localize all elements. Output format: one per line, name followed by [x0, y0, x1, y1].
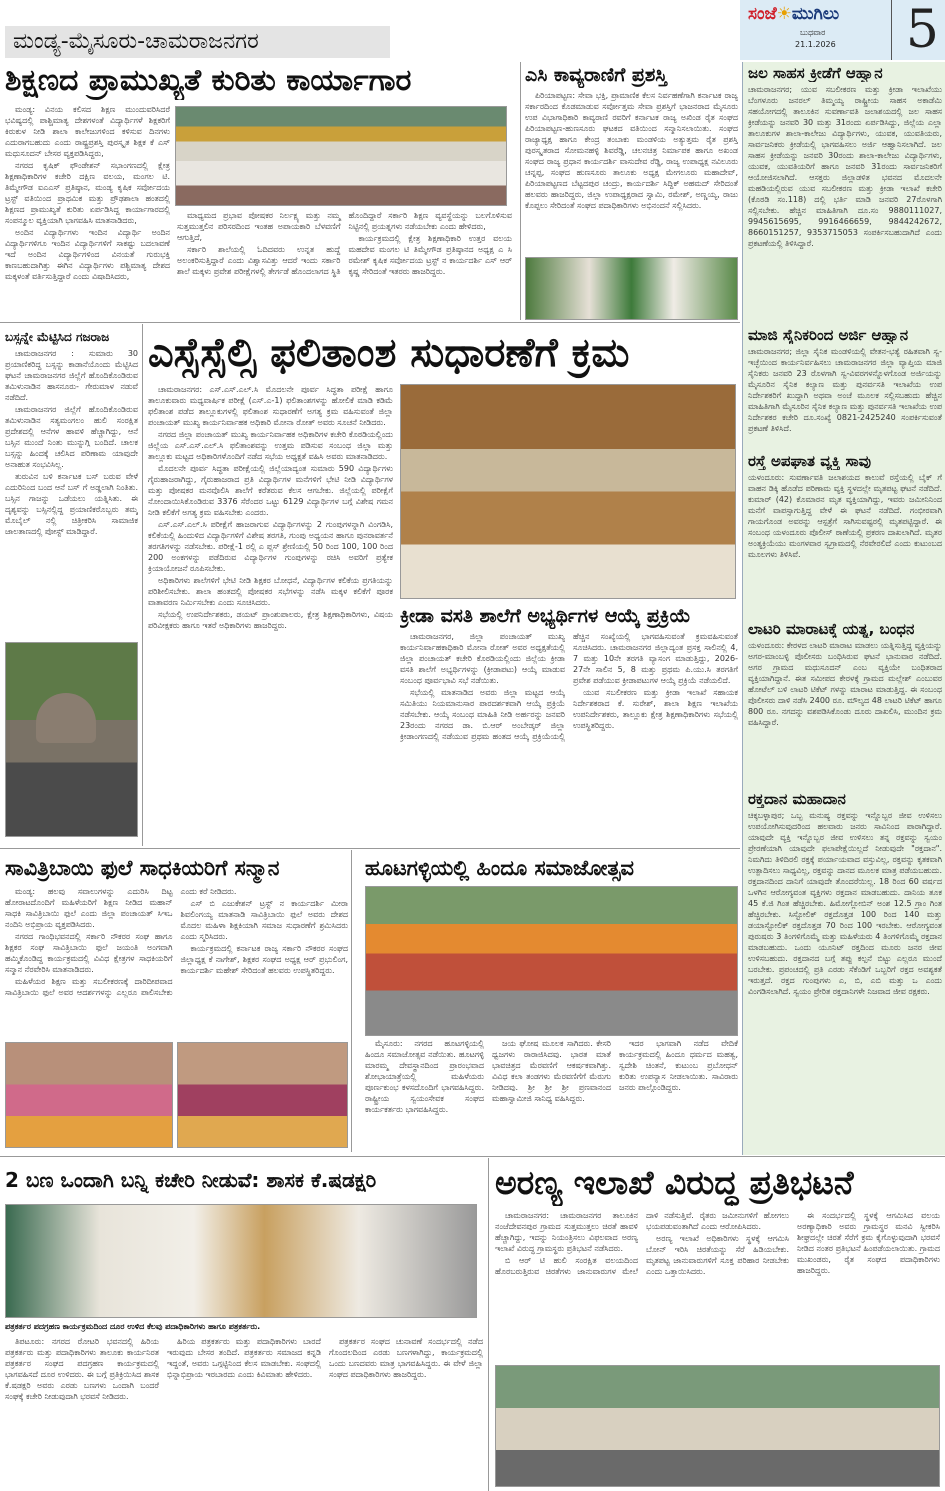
paragraph: ಮೊದಲನೇ ಪೂರ್ವ ಸಿದ್ಧತಾ ಪರೀಕ್ಷೆಯಲ್ಲಿ ಜಿಲ್ಲೆಯಾದ್ಯಂತ ಸುಮಾರು 590 ವಿದ್ಯಾರ್ಥಿಗಳು ಗೈರುಹಾಜರಾಗಿದ್ದು, ಗೈರುಹಾಜರಾದ ಪ್ರತಿ ವಿದ್ಯಾರ್ಥಿಗಳ ಮನೆಗಳಿಗೆ ಭೇಟಿ ನೀಡಿ ವಿದ್ಯಾರ್ಥಿಗಳ ಮತ್ತು ಪೋಷಕರ ಮನವೊಲಿಸಿ ಶಾಲೆಗೆ ಕರೆತರುವ ಕೆಲಸ ಆಗಬೇಕು. ಜಿಲ್ಲೆಯಲ್ಲಿ ಪರೀಕ್ಷೆಗೆ ನೋಂದಾಯಿಸಿಕೊಂಡಿರುವ 3376 ಸೆರೆಂದರ ಒಟ್ಟು 6129 ವಿದ್ಯಾರ್ಥಿಗಳ ಬಗ್ಗೆ ವಿಶೇಷ ಗಮನ ನೀಡಿ ಕಲಿಕೆಗೆ ಅಗತ್ಯ ಕ್ರಮ ವಹಿಸಬೇಕು ಎಂದರು.	[148, 464, 393, 517]
protest-photo	[495, 1365, 940, 1487]
paragraph: ಬಿ ಆರ್ ಟಿ ಹುಲಿ ಸಂರಕ್ಷಿತ ವಲಯದಿಂದ ಹೊರಬರುತ್ತಿರುವ ಚಿರತೆಗಳು ಜಾನುವಾರುಗಳ ಮೇಲೆ ದಾಳಿ ನಡೆಸುತ್ತಿವೆ. ರೈತರು ಜಮೀನುಗಳಿಗೆ ಹೋಗಲು ಭಯಪಡುವಂತಾಗಿದೆ ಎಂದು ಆರೋಪಿಸಿದರು.	[495, 1211, 789, 1276]
paragraph: ಮಂಡ್ಯ: ವಿನಯ ಕಲಿಸದ ಶಿಕ್ಷಣ ಮುಂದುವರಿಸಿದರೆ ಭವಿಷ್ಯದಲ್ಲಿ ಪಾಶ್ಚಿಮಾತ್ಯ ದೇಶಗಳಂತೆ ವಿದ್ಯಾರ್ಥಿಗಳೆ ಶಿಕ್ಷಕರಿಗೆ ಕಿರುಕುಳ ನೀಡಿ ಶಾಲಾ ಕಾಲೇಜುಗಳಿಂದ ಕಳಿಸುವ ದಿನಗಳು ಎದುರಾಗಬಹುದು ಎಂದು ರಾಷ್ಟ್ರಪ್ರಶಸ್ತಿ ಪುರಸ್ಕೃತ ಶಿಕ್ಷಕ ಕೆ ಎಸ್ ಮಧುಸೂದನ್ ಬೇಸರ ವ್ಯಕ್ತಪಡಿಸಿದ್ದರು,	[5, 105, 170, 158]
article-body	[5, 886, 348, 1038]
brief-text: ಚಾಮರಾಜನಗರ; ಜಿಲ್ಲಾ ಸೈನಿಕ ಮಂಡಳಿಯಲ್ಲಿ ವೇತನ-ಭತ್ಯೆ ರಹಿತವಾಗಿ ಸ್ವ-ಇಚ್ಛೆಯಿಂದ ಕಾರ್ಯನಿರ್ವಹಿಸಲು ಚಾಮರಾಜನಗರ ಜಿಲ್ಲಾ ವ್ಯಾಪ್ತಿಯ ಮಾಜಿ ಸೈನಿಕರು ಜನವರಿ 23 ರೊಳಗಾಗಿ ಸ್ವ-ವಿವರಗಳನ್ನೊಳಗೊಂಡ ಅರ್ಜಿಯನ್ನು ಮೈಸೂರಿನ ಸೈನಿಕ ಕಲ್ಯಾಣ ಮತ್ತು ಪುನರ್ವಸತಿ ಇಲಾಖೆಯ ಉಪ ನಿರ್ದೇಶಕರಿಗೆ ಖುದ್ದಾಗಿ ಅಥವಾ ಅಂಚೆ ಮೂಲಕ ಸಲ್ಲಿಸಬಹುದು ಹೆಚ್ಚಿನ ಮಾಹಿತಿಗಾಗಿ ಮೈಸೂರಿನ ಸೈನಿಕ ಕಲ್ಯಾಣ ಮತ್ತು ಪುನರ್ವಸತಿ ಇಲಾಖೆಯ ಉಪ ನಿರ್ದೇಶಕರ ಕಚೇರಿ ದೂ.ಸಂಖ್ಯೆ 0821-2425240 ಸಂಪರ್ಕಿಸುವಂತೆ ಪ್ರಕಟಣೆ ತಿಳಿಸಿದೆ.	[748, 347, 942, 433]
headline: ಹೂಟಗಳ್ಳಿಯಲ್ಲಿ ಹಿಂದೂ ಸಮಾಜೋತ್ಸವ	[365, 856, 635, 880]
paragraph: ಮಹಿಳೆಯರ ಶಿಕ್ಷಣ ಮತ್ತು ಸಬಲೀಕರಣಕ್ಕೆ ದಾರಿದೀಪವಾದ ಸಾವಿತ್ರಿಬಾಯಿ ಫುಲೆ ಅವರ ಆದರ್ಶಗಳನ್ನು ಎಲ್ಲರೂ ಪಾಲಿಸಬೇಕು ಎಂದು ಕರೆ ನೀಡಿದರು.	[5, 887, 237, 997]
article-award	[525, 62, 738, 320]
paragraph: ಪತ್ರಕರ್ತರ ಸಂಘದ ಚುನಾವಣೆ ಸಂದರ್ಭದಲ್ಲಿ ನಡೆದ ಗೊಂದಲದಿಂದ ಎರಡು ಬಣಗಳಾಗಿದ್ದು, ಕಾರ್ಯಕ್ರಮದಲ್ಲಿ ಒಂದು ಬಣದವರು ಮಾತ್ರ ಭಾಗವಹಿಸಿದ್ದರು. ಈ ವೇಳೆ ಜಿಲ್ಲಾ ಸಂಘದ ಪದಾಧಿಕಾರಿಗಳು ಹಾಜರಿದ್ದರು.	[329, 1337, 483, 1379]
brief-headline: ಜಲ ಸಾಹಸ ಕ್ರೀಡೆಗೆ ಆಹ್ವಾನ	[748, 64, 883, 82]
paragraph: ಈ ಸಂದರ್ಭದಲ್ಲಿ ಸ್ಥಳಕ್ಕೆ ಆಗಮಿಸಿದ ವಲಯ ಅರಣ್ಯಾಧಿಕಾರಿ ಅವರು ಗ್ರಾಮಸ್ಥರ ಮನವಿ ಸ್ವೀಕರಿಸಿ ಶೀಘ್ರದಲ್ಲೇ ಚಿರತೆ ಸೆರೆಗೆ ಕ್ರಮ ಕೈಗೊಳ್ಳುವುದಾಗಿ ಭರವಸೆ ನೀಡಿದ ನಂತರ ಪ್ರತಿಭಟನೆ ಹಿಂಪಡೆಯಲಾಯಿತು. ಗ್ರಾಮದ ಮುಖಂಡರು, ರೈತ ಸಂಘದ ಪದಾಧಿಕಾರಿಗಳು ಹಾಜರಿದ್ದರು.	[797, 1211, 940, 1275]
paragraph: ಎಸ್.ಎಸ್.ಎಲ್.ಸಿ ಪರೀಕ್ಷೆಗೆ ಹಾಜರಾಗುವ ವಿದ್ಯಾರ್ಥಿಗಳನ್ನು 2 ಗುಂಪುಗಳನ್ನಾಗಿ ವಿಂಗಡಿಸಿ, ಕಲಿಕೆಯಲ್ಲಿ ಹಿಂದುಳಿದ ವಿದ್ಯಾರ್ಥಿಗಳಿಗೆ ವಿಶೇಷ ತರಗತಿ, ಗುಂಪು ಅಧ್ಯಯನ ಹಾಗೂ ಪುನರಾವರ್ತನೆ ತರಗತಿಗಳನ್ನು ನಡೆಸಬೇಕು. ಪರೀಕ್ಷೆ-1 ರಲ್ಲಿ ಎ ಪ್ಲಸ್ ಶ್ರೇಣಿಯಲ್ಲಿ 50 ರಿಂದ 100, 100 ರಿಂದ 200 ಅಂಕಗಳನ್ನು ಪಡೆದಿರುವ ವಿದ್ಯಾರ್ಥಿಗಳ ಗುಂಪುಗಳನ್ನು ರಚಿಸಿ ಅವರಿಗೆ ಪ್ರತ್ಯೇಕ ಕ್ರಿಯಾಯೋಜನೆ ರೂಪಿಸಬೇಕು.	[148, 520, 393, 573]
brief-headline: ರಕ್ತದಾನ ಮಹಾದಾನ	[748, 790, 846, 808]
paragraph: ಚಾಮರಾಜನಗರ: ಎಸ್.ಎಸ್.ಎಲ್.ಸಿ ಮೊದಲನೇ ಪೂರ್ವ ಸಿದ್ಧತಾ ಪರೀಕ್ಷೆ ಹಾಗೂ ತಾಲೂಕುವಾರು ಮಧ್ಯವಾರ್ಷಿಕ ಪರೀಕ್ಷೆ (ಎಸ್.ಎ-1) ಫಲಿತಾಂಶಗಳನ್ನು ಹೋಲಿಕೆ ಮಾಡಿ ಕಡಿಮೆ ಫಲಿತಾಂಶ ಪಡೆದ ತಾಲ್ಲೂಕುಗಳಲ್ಲಿ ಫಲಿತಾಂಶ ಸುಧಾರಣೆಗೆ ಅಗತ್ಯ ಕ್ರಮ ವಹಿಸುವಂತೆ ಜಿಲ್ಲಾ ಪಂಚಾಯತ್ ಮುಖ್ಯ ಕಾರ್ಯನಿರ್ವಾಹಕ ಅಧಿಕಾರಿ ಮೋನಾ ರೋತ್ ಅವರು ಸೂಚನೆ ನೀಡಿದರು.	[148, 385, 393, 427]
article-body	[400, 631, 738, 845]
felicitation-photo-1	[5, 1042, 173, 1148]
headline: ಅರಣ್ಯ ಇಲಾಖೆ ವಿರುದ್ಧ ಪ್ರತಿಭಟನೆ	[495, 1163, 854, 1202]
paragraph: ಪಿರಿಯಾಪಟ್ಟಣ: ಸೇವಾ ಭಕ್ತಿ, ಪ್ರಾಮಾಣಿಕ ಕೆಲಸ ನಿರ್ವಹಣೆಗಾಗಿ ಕರ್ನಾಟಕ ರಾಜ್ಯ ಸರ್ಕಾರದಿಂದ ಕೊಡಮಾಡುವ ಸರ್ವೋತ್ತಮ ಸೇವಾ ಪ್ರಶಸ್ತಿಗೆ ಭಾಜನರಾದ ಮೈಸೂರು ಉಪ ವಿಭಾಗಾಧಿಕಾರಿ ಕಾವ್ಯರಾಣಿ ರವರಿಗೆ ಕರ್ನಾಟಕ ರಾಜ್ಯ ಅಖಿಂಡ ರೈತ ಸಂಘದ ಪಿರಿಯಾಪಟ್ಟಣ-ಹುಣಸೂರು ಘಟಕದ ವತಿಯಿಂದ ಸನ್ಮಾನಿಸಲಾಯಿತು. ಸಂಘದ ರಾಜ್ಯಾಧ್ಯಕ್ಷ ಹಾಗೂ ಕೇಂದ್ರ ತಂಬಾಕು ಮಂಡಳಿಯ ಅತ್ಯುತ್ತಮ ರೈತ ಪ್ರಶಸ್ತಿ ಪುರಸ್ಕೃತರಾದ ಸೋಮನಹಳ್ಳಿ ಶಿವರೆಡ್ಡಿ, ಚಲನಚಿತ್ರ ನಿರ್ಮಾಪಕ ಹಾಗೂ ಅಖಂಡ ಸಂಘದ ರಾಜ್ಯ ಪ್ರಧಾನ ಕಾರ್ಯದರ್ಶಿ ವಾಸುದೇವ ರೆಡ್ಡಿ, ರಾಜ್ಯ ಉಪಾಧ್ಯಕ್ಷ ನವಿಲೂರು ಚನ್ನಪ್ಪ, ಸಂಘದ ಹುಣಸೂರು ತಾಲೂಕು ಅಧ್ಯಕ್ಷ ಮೇಗಲೂರು ಮಹಾದೇವ್, ಪಿರಿಯಾಪಟ್ಟಣದ ಬೆಟ್ಟದಪುರ ಚಂದ್ರು, ಕಾರ್ಯದರ್ಶಿ ಸಿದ್ದಿಕ್ ಅಹಮದ್ ಸೇರಿದಂತೆ ಹಲವರು ಹಾಜರಿದ್ದರು, ಜಿಲ್ಲಾ ಉಪಾಧ್ಯಕ್ಷರಾದ ಸ್ವಾಮಿ, ರಮೇಶ್, ಅಣ್ಣಯ್ಯ, ರಾಜು ಕೊಪ್ಪಲು ಸೇರಿದಂತೆ ಸಂಘದ ಪದಾಧಿಕಾರಿಗಳು ಅಭಿನಂದನೆ ಸಲ್ಲಿಸಿದರು.	[525, 91, 738, 210]
paragraph: ಎಸ್ ಬಿ ಎಜುಕೇಶನ್ ಟ್ರಸ್ಟ್ ನ ಕಾರ್ಯದರ್ಶಿ ಮೀರಾ ಶಿವಲಿಂಗಯ್ಯ ಮಾತನಾಡಿ ಸಾವಿತ್ರಿಬಾಯಿ ಫುಲೆ ಅವರು ದೇಶದ ಮೊದಲ ಮಹಿಳಾ ಶಿಕ್ಷಕಿಯಾಗಿ ಸಮಾಜ ಸುಧಾರಣೆಗೆ ಶ್ರಮಿಸಿದರು ಎಂದು ಸ್ಮರಿಸಿದರು.	[180, 899, 348, 941]
elephant-icon	[36, 693, 96, 743]
paragraph: ನಗರದ ಕೃಷಿಕ್ ಫೌಂಡೇಶನ್ ಸಭಾಂಗಣದಲ್ಲಿ ಕ್ಷೇತ್ರ ಶಿಕ್ಷಣಾಧಿಕಾರಿಗಳ ಕಚೇರಿ ದಕ್ಷಿಣ ವಲಯ, ಮಂಗಲ ಟಿ. ತಿಮ್ಮೇಗೌಡ ಐಎಎಸ್ ಪ್ರತಿಷ್ಠಾನ, ಮಂಡ್ಯ ಕೃಷಿಕ ಸರ್ವೋದಯ ಟ್ರಸ್ಟ್ ವತಿಯಿಂದ ಪ್ರಾಥಮಿಕ ಮತ್ತು ಪ್ರೌಢಶಾಲಾ ಹಂತದಲ್ಲಿ ಶಿಕ್ಷಣದ ಪ್ರಾಮುಖ್ಯತೆ ಕುರಿತು ಏರ್ಪಡಿಸಿದ್ದ ಕಾರ್ಯಾಗಾರದಲ್ಲಿ ಸಂಪನ್ಮೂಲ ವ್ಯಕ್ತಿಯಾಗಿ ಭಾಗವಹಿಸಿ ಮಾತನಾಡಿದರು,	[5, 161, 170, 225]
paragraph: ಯುವ ಸಬಲೀಕರಣ ಮತ್ತು ಕ್ರೀಡಾ ಇಲಾಖೆ ಸಹಾಯಕ ನಿರ್ದೇಶಕರಾದ ಕೆ. ಸುರೇಶ್, ಶಾಲಾ ಶಿಕ್ಷಣ ಇಲಾಖೆಯ ಉಪನಿರ್ದೇಶಕರು, ತಾಲ್ಲೂಕು ಕ್ಷೇತ್ರ ಶಿಕ್ಷಣಾಧಿಕಾರಿಗಳು ಸಭೆಯಲ್ಲಿ ಉಪಸ್ಥಿತರಿದ್ದರು.	[573, 688, 738, 730]
article-sports-hostel	[400, 603, 738, 845]
newspaper-logo	[748, 4, 839, 24]
paragraph: ಕಾರ್ಯಕ್ರಮದಲ್ಲಿ ಕ್ಷೇತ್ರ ಶಿಕ್ಷಣಾಧಿಕಾರಿ ಉತ್ತರ ವಲಯ ಮಹದೇವ ಮಂಗಲ ಟಿ ತಿಮ್ಮೇಗೌಡ ಪ್ರತಿಷ್ಠಾನದ ಅಧ್ಯಕ್ಷ ಎ ಸಿ ರಮೇಶ್ ಕೃಷಿಕ ಸರ್ವೋದಯ ಟ್ರಸ್ಟ್ ನ ಕಾರ್ಯದರ್ಶಿ ಎಸ್ ಆರ್ ಕೃಷ್ಣ ಸೇರಿದಂತೆ ಇತರರು ಹಾಜರಿದ್ದರು.	[348, 234, 512, 276]
article-body	[148, 384, 393, 844]
paragraph: ಕಾರ್ಯಕ್ರಮದಲ್ಲಿ ಕರ್ನಾಟಕ ರಾಜ್ಯ ಸರ್ಕಾರಿ ನೌಕರರ ಸಂಘದ ಜಿಲ್ಲಾಧ್ಯಕ್ಷ ಕೆ ನಾಗೇಶ್, ಶಿಕ್ಷಕರ ಸಂಘದ ಅಧ್ಯಕ್ಷ ಆರ್ ಪ್ರಭುಲಿಂಗ, ಕಾರ್ಯದರ್ಶಿ ಮಹೇಶ್ ಸೇರಿದಂತೆ ಹಲವರು ಉಪಸ್ಥಿತರಿದ್ದರು.	[180, 944, 348, 975]
headline: ಶಿಕ್ಷಣದ ಪ್ರಾಮುಖ್ಯತೆ ಕುರಿತು ಕಾರ್ಯಾಗಾರ	[5, 63, 412, 98]
article-forest-protest	[495, 1160, 940, 1488]
headline: ಸಾವಿತ್ರಿಬಾಯಿ ಫುಲೆ ಸಾಧಕಿಯರಿಗೆ ಸನ್ಮಾನ	[5, 856, 280, 880]
paragraph: ನಗರದ ಗಾಂಧಿಭವನದಲ್ಲಿ ಸರ್ಕಾರಿ ನೌಕರರ ಸಂಘ ಹಾಗೂ ಶಿಕ್ಷಕರ ಸಂಘ ಸಾವಿತ್ರಿಬಾಯಿ ಫುಲೆ ಜಯಂತಿ ಅಂಗವಾಗಿ ಹಮ್ಮಿಕೊಂಡಿದ್ದ ಕಾರ್ಯಕ್ರಮದಲ್ಲಿ ವಿವಿಧ ಕ್ಷೇತ್ರಗಳ ಸಾಧಕಿಯರಿಗೆ ಸನ್ಮಾನ ನೆರವೇರಿಸಿ ಮಾತನಾಡಿದರು.	[5, 932, 173, 974]
article-body	[495, 1210, 940, 1362]
paragraph: ಸಭೆಯಲ್ಲಿ ಮಾತನಾಡಿದ ಅವರು ಜಿಲ್ಲಾ ಮಟ್ಟದ ಆಯ್ಕೆ ಸಮಿತಿಯು ನಿಯಮಾನುಸಾರ ಪಾರದರ್ಶಕವಾಗಿ ಆಯ್ಕೆ ಪ್ರಕ್ರಿಯೆ ನಡೆಸಬೇಕು. ಆಯ್ಕೆ ಸಂಬಂಧ ಮಾಹಿತಿ ನೀಡಿ ಅರ್ಹರನ್ನು ಜನವರಿ 23ರಂದು ನಗರದ ಡಾ. ಬಿ.ಆರ್ ಅಂಬೇಡ್ಕರ್ ಜಿಲ್ಲಾ ಕ್ರೀಡಾಂಗಣದಲ್ಲಿ ನಡೆಯುವ ಪ್ರಥಮ ಹಂತದ ಆಯ್ಕೆ ಪ್ರಕ್ರಿಯೆಯಲ್ಲಿ ಹೆಚ್ಚಿನ ಸಂಖ್ಯೆಯಲ್ಲಿ ಭಾಗವಹಿಸುವಂತೆ ಕ್ರಮವಹಿಸುವಂತೆ ಸೂಚಿಸಿದರು. ಚಾಮರಾಜನಗರ ಜಿಲ್ಲಾದ್ಯಂತ ಪ್ರಸಕ್ತ ಸಾಲಿನಲ್ಲಿ 4, 7 ಮತ್ತು 10ನೇ ತರಗತಿ ವ್ಯಾಸಂಗ ಮಾಡುತ್ತಿದ್ದು, 2026-27ನೇ ಸಾಲಿನ 5, 8 ಮತ್ತು ಪ್ರಥಮ ಪಿ.ಯು.ಸಿ ತರಗತಿಗೆ ಪ್ರವೇಶ ಪಡೆಯುವ ಕ್ರೀಡಾಪಟುಗಳ ಆಯ್ಕೆ ಪ್ರಕ್ರಿಯೆ ನಡೆಯಲಿದೆ.	[400, 632, 738, 741]
brief-ex-servicemen	[748, 326, 942, 450]
article-savitribai	[5, 852, 348, 1150]
workshop-photo	[175, 106, 507, 206]
brief-road-accident	[748, 452, 942, 620]
paragraph: ಚಾಮರಾಜನಗರ: ಚಾಮರಾಜನಗರ ತಾಲೂಕಿನ ನಂಜೆದೇವನಪುರ ಗ್ರಾಮದ ಸುತ್ತಮುತ್ತಲು ಚಿರತೆ ಹಾವಳಿ ಹೆಚ್ಚಾಗಿದ್ದು, ಇದನ್ನು ನಿಯಂತ್ರಿಸಲು ವಿಫಲವಾದ ಅರಣ್ಯ ಇಲಾಖೆ ವಿರುದ್ಧ ಗ್ರಾಮಸ್ಥರು ಪ್ರತಿಭಟನೆ ನಡೆಸಿದರು.	[495, 1211, 638, 1253]
issue-date: 21.1.2026	[795, 40, 836, 49]
article-body	[525, 90, 738, 254]
masthead	[740, 0, 945, 60]
paragraph: ಚಾಮರಾಜನಗರ, ಜಿಲ್ಲಾ ಪಂಚಾಯತ್ ಮುಖ್ಯ ಕಾರ್ಯನಿರ್ವಾಹಕಾಧಿಕಾರಿ ಮೋನಾ ರೋತ್ ಅವರ ಅಧ್ಯಕ್ಷತೆಯಲ್ಲಿ ಜಿಲ್ಲಾ ಪಂಚಾಯತ್ ಕಚೇರಿ ಕೊಠಡಿಯಲ್ಲಿಂದು ಜಿಲ್ಲೆಯ ಕ್ರೀಡಾ ವಸತಿ ಶಾಲೆಗೆ ಅಭ್ಯರ್ಥಿಗಳನ್ನು (ಕ್ರೀಡಾಪಟು) ಆಯ್ಕೆ ಮಾಡುವ ಸಂಬಂಧ ಪೂರ್ವಭಾವಿ ಸಭೆ ನಡೆಯಿತು.	[400, 632, 565, 685]
elephant-photo	[5, 642, 138, 837]
brief-blood-donation	[748, 790, 942, 1152]
paragraph: ಚಾಮರಾಜನಗರ ಜಿಲ್ಲೆಗೆ ಹೊಂದಿಕೊಂಡಿರುವ ತಮಿಳುನಾಡಿನ ಸತ್ಯಮಂಗಲಂ ಹುಲಿ ಸಂರಕ್ಷಿತ ಪ್ರದೇಶದಲ್ಲಿ ಆನೆಗಳ ಹಾವಳಿ ಹೆಚ್ಚಾಗಿದ್ದು, ಆನೆ ಬಸ್ಸಿನ ಮುಂದೆ ನಿಂತು ಮುನ್ನುಗ್ಗಿ ಬಂದಿದೆ. ಚಾಲಕ ಬಸ್ಸನ್ನು ಹಿಂದಕ್ಕೆ ಚಲಿಸಿದ ಪರಿಣಾಮ ಯಾವುದೇ ಅನಾಹುತ ಸಂಭವಿಸಿಲ್ಲ.	[5, 405, 138, 469]
paragraph: ಜಯ ಘೋಷ ಮೂಲಕ ಸಾಗಿದರು. ಕೇಸರಿ ಧ್ವಜಗಳು ರಾರಾಜಿಸಿದವು. ಭಾರತ ಮಾತೆ ಭಾವಚಿತ್ರದ ಮೆರವಣಿಗೆ ಆಕರ್ಷಕವಾಗಿತ್ತು. ವಿವಿಧ ಕಲಾ ತಂಡಗಳು ಮೆರವಣಿಗೆಗೆ ಮೆರುಗು ನೀಡಿದವು. ಶ್ರೀ ಶ್ರೀ ಶ್ರೀ ಪ್ರಣವಾನಂದ ಮಹಾಸ್ವಾಮೀಜಿ ಸಾನಿಧ್ಯ ವಹಿಸಿದ್ದರು.	[492, 1039, 611, 1103]
logo-part-2: ಮುಗಿಲು	[791, 4, 840, 24]
headline: ಎಸಿ ಕಾವ್ಯರಾಣಿಗೆ ಪ್ರಶಸ್ತಿ	[525, 64, 667, 86]
paragraph: ತಿಪಟೂರು: ನಗರದ ರೋಟರಿ ಭವನದಲ್ಲಿ ಹಿರಿಯ ಪತ್ರಕರ್ತರು ಮತ್ತು ಪದಾಧಿಕಾರಿಗಳು ತಾಲೂಕು ಕಾರ್ಯನಿರತ ಪತ್ರಕರ್ತರ ಸಂಘದ ಪದಗ್ರಹಣ ಕಾರ್ಯಕ್ರಮದಲ್ಲಿ ಭಾಗವಹಿಸದೆ ದೂರ ಉಳಿದರು. ಈ ಬಗ್ಗೆ ಪ್ರತಿಕ್ರಿಯಿಸಿದ ಶಾಸಕ ಕೆ.ಷಡಕ್ಷರಿ ಅವರು ಎರಡು ಬಣಗಳು ಒಂದಾಗಿ ಬಂದರೆ ಸಂಘಕ್ಕೆ ಕಚೇರಿ ನೀಡುವುದಾಗಿ ಭರವಸೆ ನೀಡಿದರು.	[5, 1337, 159, 1401]
article-body-continued	[177, 210, 512, 320]
headline: ಬಸ್ಸನ್ನೇ ಮೆಟ್ಟಿಸಿದ ಗಜರಾಜ	[5, 330, 110, 344]
felicitation-photo-2	[177, 1042, 348, 1148]
paragraph: ಅಧಿಕಾರಿಗಳು ಶಾಲೆಗಳಿಗೆ ಭೇಟಿ ನೀಡಿ ಶಿಕ್ಷಕರ ಬೋಧನೆ, ವಿದ್ಯಾರ್ಥಿಗಳ ಕಲಿಕೆಯ ಪ್ರಗತಿಯನ್ನು ಪರಿಶೀಲಿಸಬೇಕು. ಶಾಲಾ ಹಂತದಲ್ಲಿ ಪೋಷಕರ ಸಭೆಗಳನ್ನು ನಡೆಸಿ ಮಕ್ಕಳ ಕಲಿಕೆಗೆ ಪೂರಕ ವಾತಾವರಣ ನಿರ್ಮಿಸಬೇಕು ಎಂದು ಸೂಚಿಸಿದರು.	[148, 576, 393, 607]
paragraph: ಅರಣ್ಯ ಇಲಾಖೆ ಅಧಿಕಾರಿಗಳು ಸ್ಥಳಕ್ಕೆ ಆಗಮಿಸಿ ಬೋನ್ ಇರಿಸಿ ಚಿರತೆಯನ್ನು ಸೆರೆ ಹಿಡಿಯಬೇಕು. ಮೃತಪಟ್ಟ ಜಾನುವಾರುಗಳಿಗೆ ಸೂಕ್ತ ಪರಿಹಾರ ನೀಡಬೇಕು ಎಂದು ಒತ್ತಾಯಿಸಿದರು.	[646, 1234, 789, 1276]
brief-text: ಯಳಂದೂರು: ಸುವರ್ಣಾವತಿ ಜಲಾಶಯದ ಕಾಲುವೆ ರಸ್ತೆಯಲ್ಲಿ ಬೈಕ್ ಗೆ ವಾಹನ ಡಿಕ್ಕಿ ಹೊಡೆದ ಪರಿಣಾಮ ವ್ಯಕ್ತಿ ಸ್ಥಳದಲ್ಲೇ ಮೃತಪಟ್ಟ ಘಟನೆ ನಡೆದಿದೆ. ಕುಮಾರ್ (42) ಕೊಮಾರನ ಮೃತ ವ್ಯಕ್ತಿಯಾಗಿದ್ದು, ಇವರು ಜಮೀನಿನಿಂದ ಮನೆಗೆ ವಾಪಸ್ಸಾಗುತ್ತಿದ್ದ ವೇಳೆ ಈ ಘಟನೆ ನಡೆದಿದೆ. ಗಂಭೀರವಾಗಿ ಗಾಯಗೊಂಡ ಅವರನ್ನು ಆಸ್ಪತ್ರೆಗೆ ಸಾಗಿಸುವಷ್ಟರಲ್ಲಿ ಮೃತಪಟ್ಟಿದ್ದಾರೆ. ಈ ಸಂಬಂಧ ಯಳಂದೂರು ಪೊಲೀಸ್ ಠಾಣೆಯಲ್ಲಿ ಪ್ರಕರಣ ದಾಖಲಾಗಿದೆ. ಮೃತರ ಅಂತ್ಯಕ್ರಿಯೆಯು ಮಂಗಳವಾರ ಸ್ವಗ್ರಾಮದಲ್ಲಿ ನೆರವೇರಲಿದೆ ಎಂದು ಕುಟುಂಬದ ಮೂಲಗಳು ತಿಳಿಸಿವೆ.	[748, 473, 942, 559]
paragraph: ಅಂದಿನ ವಿದ್ಯಾರ್ಥಿಗಳು ಇಂದಿನ ವಿದ್ಯಾರ್ಥಿ ಅಂದಿನ ವಿದ್ಯಾರ್ಥಿಗಳಿಗೂ ಇಂದಿನ ವಿದ್ಯಾರ್ಥಿಗಳಿಗೆ ಸಾಕಷ್ಟು ಬದಲಾವಣೆ ಇದೆ ಅಂದಿನ ವಿದ್ಯಾರ್ಥಿಗಳಿಂದ ವಿನಯತೆ ಗುರುಭಕ್ತಿ ಕಾಣಬಹುದಾಗಿತ್ತು ಈಗಿನ ವಿದ್ಯಾರ್ಥಿಗಳು ಪಶ್ಚಿಮಾತ್ಯ ದೇಶದ ಮಕ್ಕಳಂತೆ ವರ್ತಿಸುತ್ತಿದ್ದಾರೆ ಎಂದು ವಿಷಾದಿಸಿದರು,	[5, 228, 170, 281]
paragraph: ಮಾಧ್ಯಮದ ಪ್ರಭಾವ ಪೋಷಕರ ನಿರ್ಲಕ್ಷ್ಯ ಮತ್ತು ನಮ್ಮ ಸುತ್ತಮುತ್ತಲಿನ ಪರಿಸರದಿಂದ ಇಂತಹ ಅಪಾಯಕಾರಿ ಬೆಳವಣಿಗೆ ಆಗುತ್ತಿದೆ,	[177, 211, 341, 242]
news-briefs-sidebar	[742, 62, 945, 1155]
paragraph: ತುರುವಿನ ಬಳಿ ಕರ್ನಾಟಕ ಬಸ್ ಬರುವ ವೇಳೆ ಎದುರಿನಿಂದ ಬಂದ ಆನೆ ಬಸ್ ಗೆ ಅಡ್ಡಲಾಗಿ ನಿಂತಿತು. ಬಸ್ಸಿನ ಗಾಜನ್ನು ಒಡೆಯಲು ಯತ್ನಿಸಿತು. ಈ ದೃಶ್ಯವನ್ನು ಬಸ್ಸಿನಲ್ಲಿದ್ದ ಪ್ರಯಾಣಿಕರೊಬ್ಬರು ತಮ್ಮ ಮೊಬೈಲ್ ನಲ್ಲಿ ಚಿತ್ರೀಕರಿಸಿ ಸಾಮಾಜಿಕ ಜಾಲತಾಣದಲ್ಲಿ ಪೋಸ್ಟ್ ಮಾಡಿದ್ದಾರೆ.	[5, 472, 138, 536]
paragraph: ಇದರ ಭಾಗವಾಗಿ ನಡೆದ ವೇದಿಕೆ ಕಾರ್ಯಕ್ರಮದಲ್ಲಿ ಹಿಂದೂ ಧರ್ಮದ ಮಹತ್ವ, ಸ್ವದೇಶಿ ಚಿಂತನೆ, ಕುಟುಂಬ ಪ್ರಬೋಧನ್ ಕುರಿತು ಉಪನ್ಯಾಸ ನೀಡಲಾಯಿತು. ಸಾವಿರಾರು ಜನರು ಪಾಲ್ಗೊಂಡಿದ್ದರು.	[619, 1039, 738, 1092]
article-body	[5, 104, 170, 320]
paragraph: ಹಿರಿಯ ಪತ್ರಕರ್ತರು ಮತ್ತು ಪದಾಧಿಕಾರಿಗಳು ಬಾರದೆ ಇರುವುದು ಬೇಸರ ತಂದಿದೆ. ಪತ್ರಕರ್ತರು ಸಮಾಜದ ಕನ್ನಡಿ ಇದ್ದಂತೆ, ಅವರು ಒಗ್ಗಟ್ಟಿನಿಂದ ಕೆಲಸ ಮಾಡಬೇಕು. ಸಂಘದಲ್ಲಿ ಭಿನ್ನಾಭಿಪ್ರಾಯ ಇರಬಾರದು ಎಂದು ಕಿವಿಮಾತು ಹೇಳಿದರು.	[167, 1337, 321, 1379]
article-workshop	[5, 62, 517, 320]
brief-lottery-arrest	[748, 620, 942, 790]
paragraph: ಸಭೆಯಲ್ಲಿ ಉಪನಿರ್ದೇಶಕರು, ಡಯಟ್ ಪ್ರಾಂಶುಪಾಲರು, ಕ್ಷೇತ್ರ ಶಿಕ್ಷಣಾಧಿಕಾರಿಗಳು, ವಿಷಯ ಪರಿವೀಕ್ಷಕರು ಹಾಗೂ ಇತರೆ ಅಧಿಕಾರಿಗಳು ಹಾಜರಿದ್ದರು.	[148, 610, 393, 630]
award-photo	[525, 257, 738, 320]
photo-caption: ಪತ್ರಕರ್ತರ ಪದಗ್ರಹಣ ಕಾರ್ಯಕ್ರಮದಿಂದ ದೂರ ಉಳಿದ ಕೆಲವು ಪದಾಧಿಕಾರಿಗಳು ಹಾಗೂ ಪತ್ರಕರ್ತರು.	[5, 1322, 261, 1331]
brief-text: ಯಳಂದೂರು: ಕೇರಳದ ಲಾಟರಿ ಮಾರಾಟ ಮಾಡಲು ಯತ್ನಿಸುತ್ತಿದ್ದ ವ್ಯಕ್ತಿಯನ್ನು ಅಗರ-ಮಾಂಬಳ್ಳಿ ಪೊಲೀಸರು ಬಂಧಿಸಿರುವ ಘಟನೆ ಭಾನುವಾರ ನಡೆದಿದೆ. ಅಗರ ಗ್ರಾಮದ ಮಧುಸೂದನ್ ಎಂಬ ವ್ಯಕ್ತಿಯೇ ಬಂಧಿತರಾದ ವ್ಯಕ್ತಿಯಾಗಿದ್ದಾನೆ. ಈತ ಸಮೀಪದ ಕೇರಳಕ್ಕೆ ಗ್ರಾಮದ ಮಲ್ಲೇಶ್ ಎಂಬುವರ ಹೋಟೆಲ್ ಬಳಿ ಲಾಟರಿ ಟಿಕೆಟ್ ಗಳನ್ನು ಮಾರಾಟ ಮಾಡುತ್ತಿದ್ದ. ಈ ಸಂಬಂಧ ಪೊಲೀಸರು ದಾಳಿ ನಡೆಸಿ 2400 ರೂ. ಮೌಲ್ಯದ 48 ಲಾಟರಿ ಟಿಕೆಟ್ ಹಾಗೂ 800 ರೂ. ನಗದನ್ನು ವಶಪಡಿಸಿಕೊಂಡು ದೂರು ದಾಖಲಿಸಿ, ಮುಂದಿನ ಕ್ರಮ ವಹಿಸಿದ್ದಾರೆ.	[748, 641, 942, 727]
brief-text: ಚಿಕ್ಕಬಳ್ಳಾಪುರ; ಒಬ್ಬ ಮನುಷ್ಯ ರಕ್ತವನ್ನು ಇನ್ನೊಬ್ಬರ ಜೀವ ಉಳಿಸಲು ಉಪಯೋಗಿಸುವುದರಿಂದ ಹಲವಾರು ಜನರು ಸಾವಿನಿಂದ ಪಾರಾಗಿದ್ದಾರೆ. ಯಾವುದೇ ವ್ಯಕ್ತಿ ಇನ್ನೊಬ್ಬರ ಜೀವ ಉಳಿಸಲು ತನ್ನ ರಕ್ತವನ್ನು ಸ್ವಯಂ ಪ್ರೇರಣೆಯಾಗಿ ಯಾವುದೇ ಫಲಾಪೇಕ್ಷೆಯಿಲ್ಲದೆ ನೀಡುವುದೇ "ರಕ್ತದಾನ". ನಿಮಗಿದು ತಿಳಿದಿರಲಿ ರಕ್ತಕ್ಕೆ ಪರ್ಯಾಯವಾದ ವಸ್ತುವಿಲ್ಲ, ರಕ್ತವನ್ನು ಕೃತಕವಾಗಿ ಉತ್ಪಾದಿಸಲು ಸಾಧ್ಯವಿಲ್ಲ, ರಕ್ತವನ್ನು ದಾನದ ಮೂಲಕ ಮಾತ್ರ ಪಡೆಯಬಹುದು. ರಕ್ತದಾನದಿಂದ ದಾನಿಗೆ ಯಾವುದೇ ತೊಂದರೆಯಿಲ್ಲ. 18 ರಿಂದ 60 ವರ್ಷದ ಒಳಗಿನ ಆರೋಗ್ಯವಂತ ವ್ಯಕ್ತಿಗಳು ರಕ್ತದಾನ ಮಾಡಬಹುದು. ದಾನಿಯ ತೂಕ 45 ಕೆ.ಜಿ ಗಿಂತ ಹೆಚ್ಚಿರಬೇಕು. ಹಿಮೋಗ್ಲೋಬಿನ್ ಅಂಶ 12.5 ಗ್ರಾಂ ಗಿಂತ ಹೆಚ್ಚಿರಬೇಕು. ಸಿಸ್ಟೋಲಿಕ್ ರಕ್ತದೊತ್ತಡ 100 ರಿಂದ 140 ಮತ್ತು ಡಯಾಸ್ಟೋಲಿಕ್ ರಕ್ತದೊತ್ತಡ 70 ರಿಂದ 100 ಇರಬೇಕು. ಆರೋಗ್ಯವಂತ ಪುರುಷರು 3 ತಿಂಗಳಿಗೊಮ್ಮೆ ಮತ್ತು ಮಹಿಳೆಯರು 4 ತಿಂಗಳಿಗೊಮ್ಮೆ ರಕ್ತದಾನ ಮಾಡಬಹುದು. ಒಂದು ಯೂನಿಟ್ ರಕ್ತದಿಂದ ಮೂರು ಜನರ ಜೀವ ಉಳಿಸಬಹುದು. ರಕ್ತದಾನದ ಬಗ್ಗೆ ತಪ್ಪು ಕಲ್ಪನೆ ಬಿಟ್ಟು ಎಲ್ಲರೂ ಮುಂದೆ ಬರಬೇಕು. ಪ್ರಪಂಚದಲ್ಲಿ ಪ್ರತಿ ಎರಡು ಸೆಕೆಂಡಿಗೆ ಒಬ್ಬರಿಗೆ ರಕ್ತದ ಅವಶ್ಯಕತೆ ಇರುತ್ತದೆ. ರಕ್ತದ ಗುಂಪುಗಳು ಎ, ಬಿ, ಎಬಿ ಮತ್ತು ಒ ಎಂದು ವಿಂಗಡಿಸಲಾಗಿದೆ. ಸ್ವಯಂ ಪ್ರೇರಿತ ರಕ್ತದಾನಿಗಳೇ ನಿಜವಾದ ಜೀವ ರಕ್ಷಕರು.	[748, 811, 942, 996]
weekday: ಬುಧವಾರ	[800, 28, 826, 37]
brief-headline: ಲಾಟರಿ ಮಾರಾಟಕ್ಕೆ ಯತ್ನ, ಬಂಧನ	[748, 620, 915, 638]
brief-headline: ಮಾಜಿ ಸೈನಿಕರಿಂದ ಅರ್ಜಿ ಆಹ್ವಾನ	[748, 326, 909, 344]
article-hindu-samajotsava	[365, 852, 738, 1150]
article-body	[5, 1336, 483, 1488]
section-title: ಮಂಡ್ಯ-ಮೈಸೂರು-ಚಾಮರಾಜನಗರ	[5, 26, 390, 58]
sun-icon: ☀	[776, 4, 792, 24]
headline: 2 ಬಣ ಒಂದಾಗಿ ಬನ್ನಿ ಕಚೇರಿ ನೀಡುವೆ: ಶಾಸಕ ಕೆ.ಷಡಕ್ಷರಿ	[5, 1168, 377, 1192]
article-body	[365, 1038, 738, 1150]
paragraph: ಚಾಮರಾಜನಗರ : ಸುಮಾರು 30 ಪ್ರಯಾಣಿಕರಿದ್ದ ಬಸ್ಸನ್ನು ಕಾಡಾನೆಯೊಂದು ಮೆಟ್ಟಿಸಿದ ಘಟನೆ ಚಾಮರಾಜನಗರ ಜಿಲ್ಲೆಗೆ ಹೊಂದಿಕೊಂಡಿರುವ ತಮಿಳುನಾಡಿನ ಹಾಸನೂರು- ಗೇರುಮಾಳ ನಡುವೆ ನಡೆದಿದೆ.	[5, 349, 138, 402]
brief-text: ಚಾಮರಾಜನಗರ; ಯುವ ಸಬಲೀಕರಣ ಮತ್ತು ಕ್ರೀಡಾ ಇಲಾಖೆಯು ಬೆಂಗಳೂರು ಜನರಲ್ ತಿಮ್ಮಯ್ಯ ರಾಷ್ಟ್ರೀಯ ಸಾಹಸ ಅಕಾಡೆಮಿ ಸಹಯೋಗದಲ್ಲಿ ತಾಲೂಕಿನ ಸುವರ್ಣಾವತಿ ಜಲಾಶಯದಲ್ಲಿ ಜಲ ಸಾಹಸ ಕ್ರೀಡೆಯನ್ನು ಜನವರಿ 30 ಮತ್ತು 31ರಂದು ಏರ್ಪಡಿಸಿದ್ದು, ಜಿಲ್ಲೆಯ ಎಲ್ಲಾ ತಾಲೂಕುಗಳ ಶಾಲಾ-ಕಾಲೇಜು ವಿದ್ಯಾರ್ಥಿಗಳು, ಯುವಕ, ಯುವತಿಯರು, ಸಾರ್ವಜನಿಕರು ಕ್ರೀಡೆಯಲ್ಲಿ ಭಾಗವಹಿಸಲು ಅರ್ಜಿ ಆಹ್ವಾನಿಸಲಾಗಿದೆ. ಜಲ ಸಾಹಸ ಕ್ರೀಡೆಯನ್ನು ಜನವರಿ 30ರಂದು ಶಾಲಾ-ಕಾಲೇಜು ವಿದ್ಯಾರ್ಥಿಗಳು, ಯುವಕ, ಯುವತಿಯರಿಗೆ ಹಾಗೂ ಜನವರಿ 31ರಂದು ಸಾರ್ವಜನಿಕರಿಗೆ ಆಯೋಜಿಸಲಾಗಿದೆ. ಆಸಕ್ತರು ಜಿಲ್ಲಾಡಳಿತ ಭವನದ ಮೊದಲನೇ ಮಹಡಿಯಲ್ಲಿರುವ ಯುವ ಸಬಲೀಕರಣ ಮತ್ತು ಕ್ರೀಡಾ ಇಲಾಖೆ ಕಚೇರಿ (ಕೊಠಡಿ ಸಂ.118) ದಲ್ಲಿ ಭರ್ತಿ ಮಾಡಿ ಜನವರಿ 27ರೊಳಗಾಗಿ ಸಲ್ಲಿಸಬೇಕು. ಹೆಚ್ಚಿನ ಮಾಹಿತಿಗಾಗಿ ದೂ.ಸಂ 9880111027, 9945615695, 9916466659, 9844242672, 8660151257, 9353715053 ಸಂಪರ್ಕಿಸಬಹುದಾಗಿದೆ ಎಂದು ಪ್ರಕಟಣೆಯಲ್ಲಿ ತಿಳಿಸಿದ್ದಾರೆ.	[748, 85, 942, 248]
article-body	[5, 348, 138, 638]
article-banni-office	[5, 1160, 483, 1488]
procession-photo	[365, 886, 738, 1036]
article-elephant	[5, 328, 138, 840]
headline: ಕ್ರೀಡಾ ವಸತಿ ಶಾಲೆಗೆ ಅಭ್ಯರ್ಥಿಗಳ ಆಯ್ಕೆ ಪ್ರಕ್ರಿಯೆ	[400, 605, 691, 627]
brief-water-sports	[748, 64, 942, 322]
paragraph: ಮೈಸೂರು: ನಗರದ ಹೂಟಗಳ್ಳಿಯಲ್ಲಿ ಹಿಂದೂ ಸಮಾಜೋತ್ಸವ ನಡೆಯಿತು. ಹೂಟಗಳ್ಳಿ ಮಾರಮ್ಮ ದೇವಸ್ಥಾನದಿಂದ ಪ್ರಾರಂಭವಾದ ಶೋಭಾಯಾತ್ರೆಯಲ್ಲಿ ಮಹಿಳೆಯರು ಪೂರ್ಣಕುಂಭ ಕಳಸದೊಂದಿಗೆ ಭಾಗವಹಿಸಿದ್ದರು. ರಾಷ್ಟ್ರೀಯ ಸ್ವಯಂಸೇವಕ ಸಂಘದ ಕಾರ್ಯಕರ್ತರು ಭಾಗವಹಿಸಿದ್ದರು.	[365, 1039, 484, 1114]
paragraph: ನಗರದ ಜಿಲ್ಲಾ ಪಂಚಾಯತ್ ಮುಖ್ಯ ಕಾರ್ಯನಿರ್ವಾಹಕ ಅಧಿಕಾರಿಗಳ ಕಚೇರಿ ಕೊಠಡಿಯಲ್ಲಿಂದು ಜಿಲ್ಲೆಯ ಎಸ್.ಎಸ್.ಎಲ್.ಸಿ ಫಲಿತಾಂಶವನ್ನು ಉತ್ತಮ ಪಡಿಸುವ ಸಂಬಂಧ ಜಿಲ್ಲಾ ಮತ್ತು ತಾಲ್ಲೂಕು ಮಟ್ಟದ ಅಧಿಕಾರಿಗಳೊಂದಿಗೆ ನಡೆದ ಸಭೆಯ ಅಧ್ಯಕ್ಷತೆ ವಹಿಸಿ ಅವರು ಮಾತನಾಡಿದರು.	[148, 430, 393, 461]
journalists-photo	[5, 1204, 477, 1318]
brief-headline: ರಸ್ತೆ ಅಪಘಾತ ವ್ಯಕ್ತಿ ಸಾವು	[748, 452, 871, 470]
meeting-photo	[400, 384, 736, 599]
headline: ಎಸ್ಸೆಸ್ಸೆಲ್ಸಿ ಫಲಿತಾಂಶ ಸುಧಾರಣೆಗೆ ಕ್ರಮ	[148, 330, 630, 376]
page-number: 5	[891, 0, 939, 60]
paragraph: ಮಂಡ್ಯ: ಹಲವು ಸವಾಲುಗಳನ್ನು ಎದುರಿಸಿ ದಿಟ್ಟ ಹೋರಾಟದೊಂದಿಗೆ ಮಹಿಳೆಯರಿಗೆ ಶಿಕ್ಷಣ ನೀಡಿದ ಮಹಾನ್ ಸಾಧಕಿ ಸಾವಿತ್ರಿಬಾಯಿ ಫುಲೆ ಎಂದು ಜಿಲ್ಲಾ ಪಂಚಾಯತ್ ಸಿಇಒ ನಂದಿನಿ ಅಭಿಪ್ರಾಯ ವ್ಯಕ್ತಪಡಿಸಿದರು.	[5, 887, 173, 929]
paragraph: ಸರ್ಕಾರಿ ಶಾಲೆಯಲ್ಲಿ ಓದಿದವರು ಉನ್ನತ ಹುದ್ದೆ ಅಲಂಕರಿಸುತ್ತಿದ್ದಾರೆ ಎಂದು ವಿಶ್ವಾಸವಿತ್ತು ಆದರೆ ಇಂದು ಸರ್ಕಾರಿ ಶಾಲೆ ಮಕ್ಕಳು ಪ್ರವೇಶ ಪರೀಕ್ಷೆಗಳಲ್ಲಿ ತೇರ್ಗಡೆ ಹೊಂದಲಾಗದ ಸ್ಥಿತಿ ಹೊಂದಿದ್ದಾರೆ ಸರ್ಕಾರಿ ಶಿಕ್ಷಣ ವ್ಯವಸ್ಥೆಯನ್ನು ಬಲಗೊಳಿಸುವ ನಿಟ್ಟಿನಲ್ಲಿ ಪ್ರಯತ್ನಗಳು ನಡೆಯಬೇಕು ಎಂದು ಹೇಳಿದರು,	[177, 211, 512, 276]
logo-part-1: ಸಂಜೆ	[748, 4, 777, 24]
